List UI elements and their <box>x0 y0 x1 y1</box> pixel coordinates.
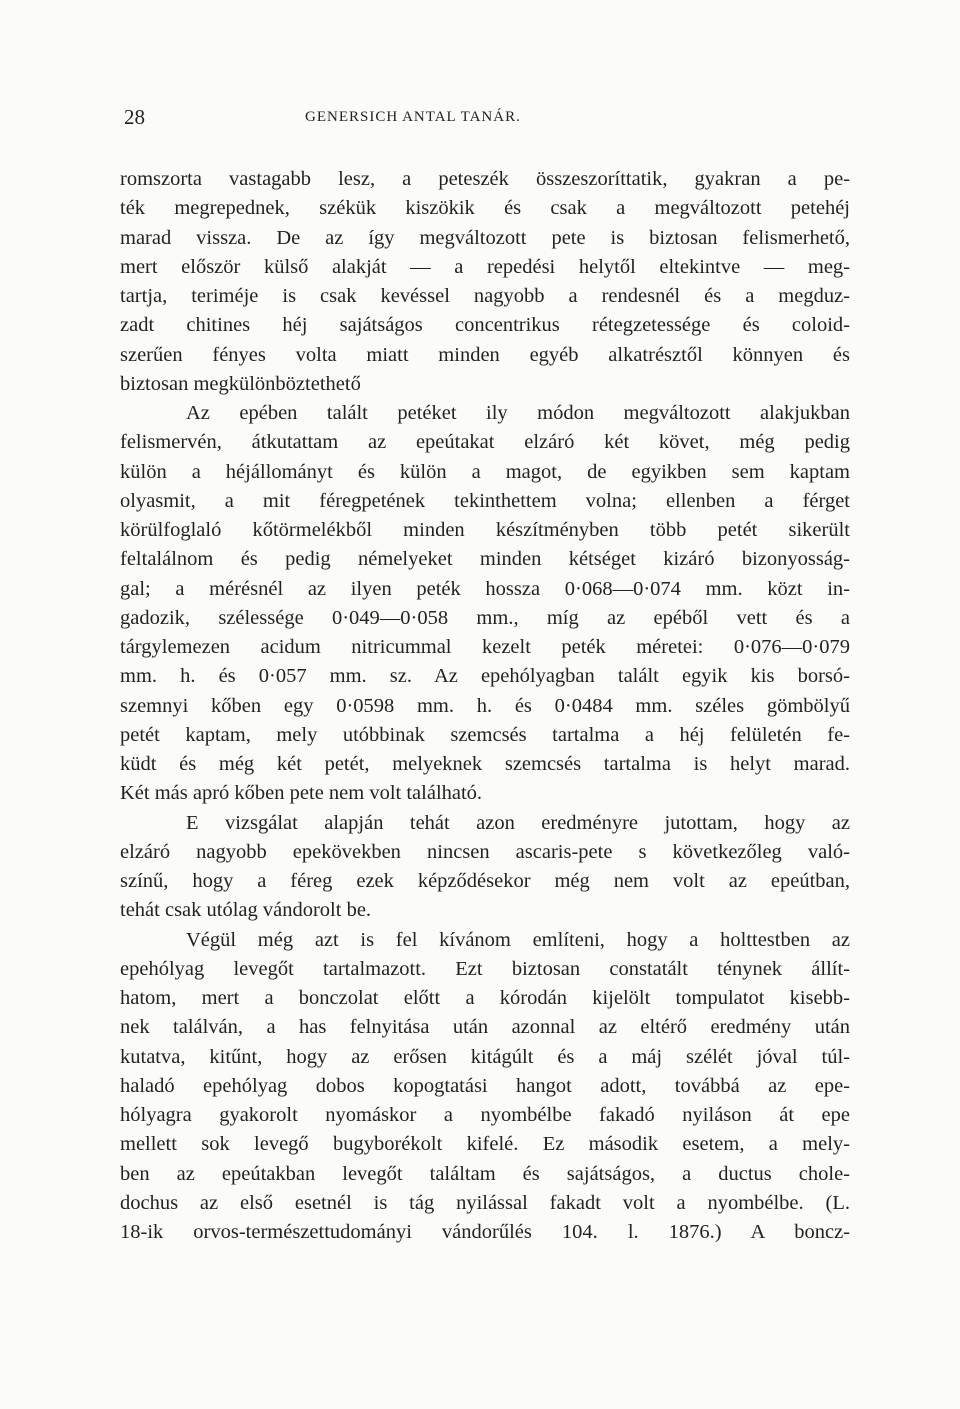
text-line: Végül még azt is fel kívánom említeni, hogy a holttestben az <box>186 928 850 951</box>
text-line: hólyagra gyakorolt nyomáskor a nyombélbe fakadó nyiláson át epe <box>120 1104 850 1126</box>
page-number: 28 <box>124 105 145 129</box>
text-line: nek találván, a has felnyitása után azonnal az eltérő eredmény után <box>120 1016 850 1039</box>
body-text <box>120 165 850 1247</box>
text-line: felismervén, átkutattam az epeútakat elzáró két követ, még pedig <box>120 431 850 454</box>
text-line: mm. h. és 0·057 mm. sz. Az epehólyagban talált egyik kis borsó- <box>120 665 850 688</box>
text-line: hatom, mert a bonczolat előtt a kórodán kijelölt tompulatot kisebb- <box>120 987 850 1009</box>
text-line: szemnyi kőben egy 0·0598 mm. h. és 0·0484 mm. széles gömbölyű <box>120 694 850 717</box>
text-line: zadt chitines héj sajátságos concentrikus rétegzetessége és coloid- <box>120 314 850 337</box>
text-line: Két más apró kőben pete nem volt található. <box>120 782 483 805</box>
text-line: küdt és még két petét, melyeknek szemcsés tartalma is helyt marad. <box>120 753 850 775</box>
text-line: epehólyag levegőt tartalmazott. Ezt biztosan constatált ténynek állít- <box>120 957 850 980</box>
text-line: elzáró nagyobb epekövekben nincsen ascaris-pete s következőleg való- <box>120 840 850 863</box>
text-line: mellett sok levegő bugyborékolt kifelé. Ez második esetem, a mely- <box>120 1133 850 1156</box>
text-line: dochus az első esetnél is tág nyilással fakadt volt a nyombélbe. (L. <box>120 1191 850 1214</box>
text-line: szerűen fényes volta miatt minden egyéb alkatrésztől könnyen és <box>120 343 850 366</box>
text-line: haladó epehólyag dobos kopogtatási hangot adott, továbbá az epe- <box>120 1074 850 1097</box>
text-line: körülfoglaló kőtörmelékből minden készítményben több petét sikerült <box>120 519 850 541</box>
text-line: ték megrepednek, székük kiszökik és csak a megváltozott petehéj <box>120 197 850 220</box>
text-line: feltalálnom és pedig némelyeket minden kétséget kizáró bizonyosság- <box>120 548 850 571</box>
text-line: romszorta vastagabb lesz, a peteszék összeszoríttatik, gyakran a pe- <box>120 168 850 190</box>
text-line: marad vissza. De az így megváltozott pete is biztosan felismerhető, <box>120 226 850 249</box>
text-line: gal; a mérésnél az ilyen peték hossza 0·068—0·074 mm. közt in- <box>120 577 850 600</box>
text-line: tárgylemezen acidum nitricummal kezelt peték méretei: 0·076—0·079 <box>120 636 850 658</box>
text-line: külön a héjállományt és külön a magot, de egyikben sem kaptam <box>120 460 850 483</box>
text-line: ben az epeútakban levegőt találtam és sajátságos, a ductus chole- <box>120 1162 850 1185</box>
text-line: olyasmit, a mit féregpetének tekinthettem volna; ellenben a férget <box>120 489 850 512</box>
text-line: gadozik, szélessége 0·049—0·058 mm., míg az epéből vett és a <box>120 606 850 629</box>
text-line: Az epében talált petéket ily módon megváltozott alakjukban <box>186 402 850 424</box>
text-line: 18-ik orvos-természettudományi vándorűlés 104. l. 1876.) A boncz- <box>120 1221 850 1243</box>
text-line: tehát csak utólag vándorolt be. <box>120 899 372 922</box>
text-line: színű, hogy a féreg ezek képződésekor még nem volt az epeútban, <box>120 870 850 892</box>
text-line: petét kaptam, mely utóbbinak szemcsés tartalma a héj felületén fe- <box>120 723 850 746</box>
text-line: tartja, teriméje is csak kevéssel nagyobb a rendesnél és a megduz- <box>120 285 850 307</box>
text-line: mert először külső alakját — a repedési helytől eltekintve — meg- <box>120 255 850 278</box>
text-line: kutatva, kitűnt, hogy az erősen kitágúlt és a máj szélét jóval túl- <box>120 1045 850 1068</box>
page-header <box>120 105 850 135</box>
text-line: E vizsgálat alapján tehát azon eredményre jutottam, hogy az <box>186 811 850 834</box>
running-head: GENERSICH ANTAL TANÁR. <box>305 109 521 125</box>
text-line: biztosan megkülönböztethető <box>120 372 361 395</box>
